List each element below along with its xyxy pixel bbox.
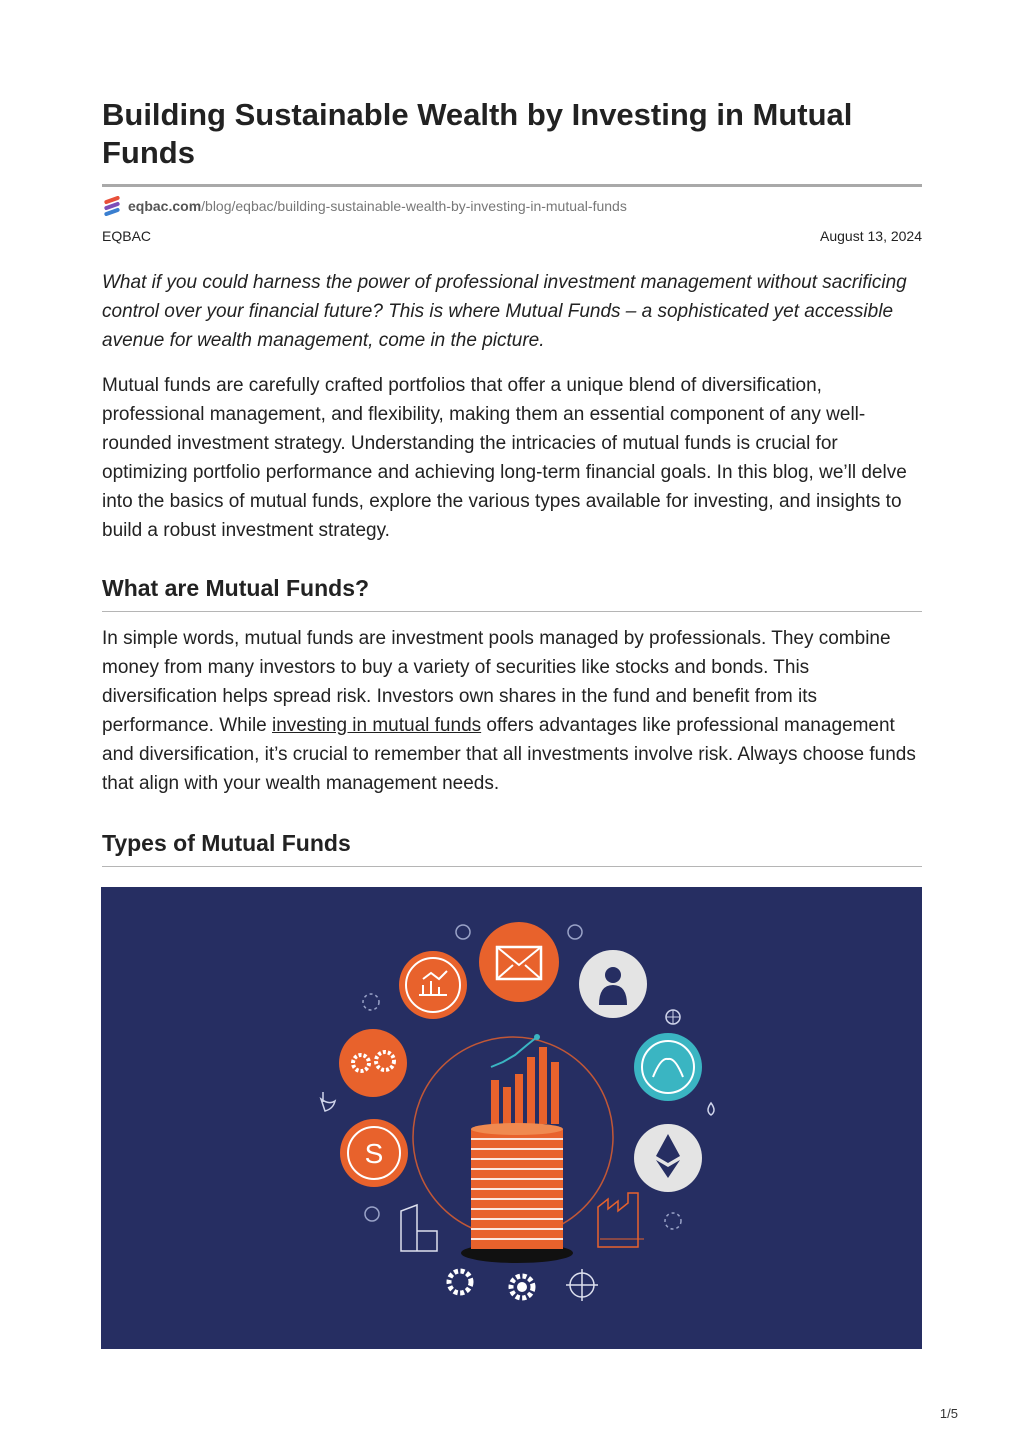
body-paragraph: [102, 624, 922, 798]
svg-text:S: S: [364, 1138, 384, 1169]
source-domain: eqbac.com: [128, 198, 202, 214]
user-icon: [579, 950, 647, 1018]
paragraph-text: offers advantages like professional management and diversification, it’s crucial to remember that all investments involve risk. Always choose funds that align with your wealth management needs.: [102, 715, 916, 794]
dot-icon: [665, 1213, 681, 1229]
dollar-icon: [340, 1119, 408, 1187]
intro-paragraph: What if you could harness the power of professional investment management without sacrificing control over your financial future? This is where Mutual Funds – a sophisticated yet accessible avenue for wealth management, come in the picture.: [102, 272, 907, 351]
globe-icon: [666, 1010, 680, 1024]
crypto-icon: [566, 1269, 598, 1301]
section-heading: Types of Mutual Funds: [102, 830, 351, 856]
coin-icon: [511, 1276, 533, 1298]
article: [102, 96, 922, 867]
gears-icon: [339, 1029, 407, 1097]
mutual-funds-illustration: [101, 887, 922, 1349]
page-title: Building Sustainable Wealth by Investing in Mutual Funds: [102, 97, 853, 170]
article-meta: [102, 228, 922, 244]
eqbac-logo-icon: [102, 196, 122, 216]
ethereum-icon: [634, 1124, 702, 1192]
section-divider: [102, 611, 922, 612]
factory-icon: [598, 1193, 644, 1247]
drop-icon: [708, 1103, 714, 1115]
page-indicator: 1/5: [939, 1406, 958, 1421]
coin-stack: [461, 1123, 573, 1263]
hand-icon: [321, 1092, 335, 1111]
title-divider: [102, 184, 922, 187]
dot-icon: [456, 925, 470, 939]
illustration-graphic: [101, 887, 922, 1349]
handshake-icon: [634, 1033, 702, 1101]
section-heading: What are Mutual Funds?: [102, 575, 370, 601]
dot-icon: [365, 1207, 379, 1221]
chart-icon: [399, 951, 467, 1019]
publish-date: August 13, 2024: [820, 228, 922, 244]
body-paragraph: Mutual funds are carefully crafted portfolios that offer a unique blend of diversification, professional management, and flexibility, making them an essential component of any well-rounded investment strategy. Understanding the intricacies of mutual funds is crucial for optimizing portfolio performance and achieving long-term financial goals. In this blog, we’ll delve into the basics of mutual funds, explore the various types available for investing, and insights to build a robust investment strategy.: [102, 375, 907, 541]
dot-icon: [568, 925, 582, 939]
mutual-funds-link[interactable]: investing in mutual funds: [272, 715, 482, 736]
author: EQBAC: [102, 228, 152, 244]
section-divider: [102, 866, 922, 867]
gear-icon: [449, 1271, 471, 1293]
paragraph-text: In simple words, mutual funds are investment pools managed by professionals. They combine money from many investors to buy a variety of securities like stocks and bonds. This diversification helps spread risk. Investors own shares in the fund and benefit from its performance. While: [102, 628, 891, 736]
bank-icon: [401, 1205, 437, 1251]
growth-bars: [491, 1034, 559, 1124]
source-path: /blog/eqbac/building-sustainable-wealth-by-investing-in-mutual-funds: [201, 198, 627, 214]
dot-icon: [363, 994, 379, 1010]
source-url[interactable]: [102, 195, 922, 217]
mail-icon: [479, 922, 559, 1002]
